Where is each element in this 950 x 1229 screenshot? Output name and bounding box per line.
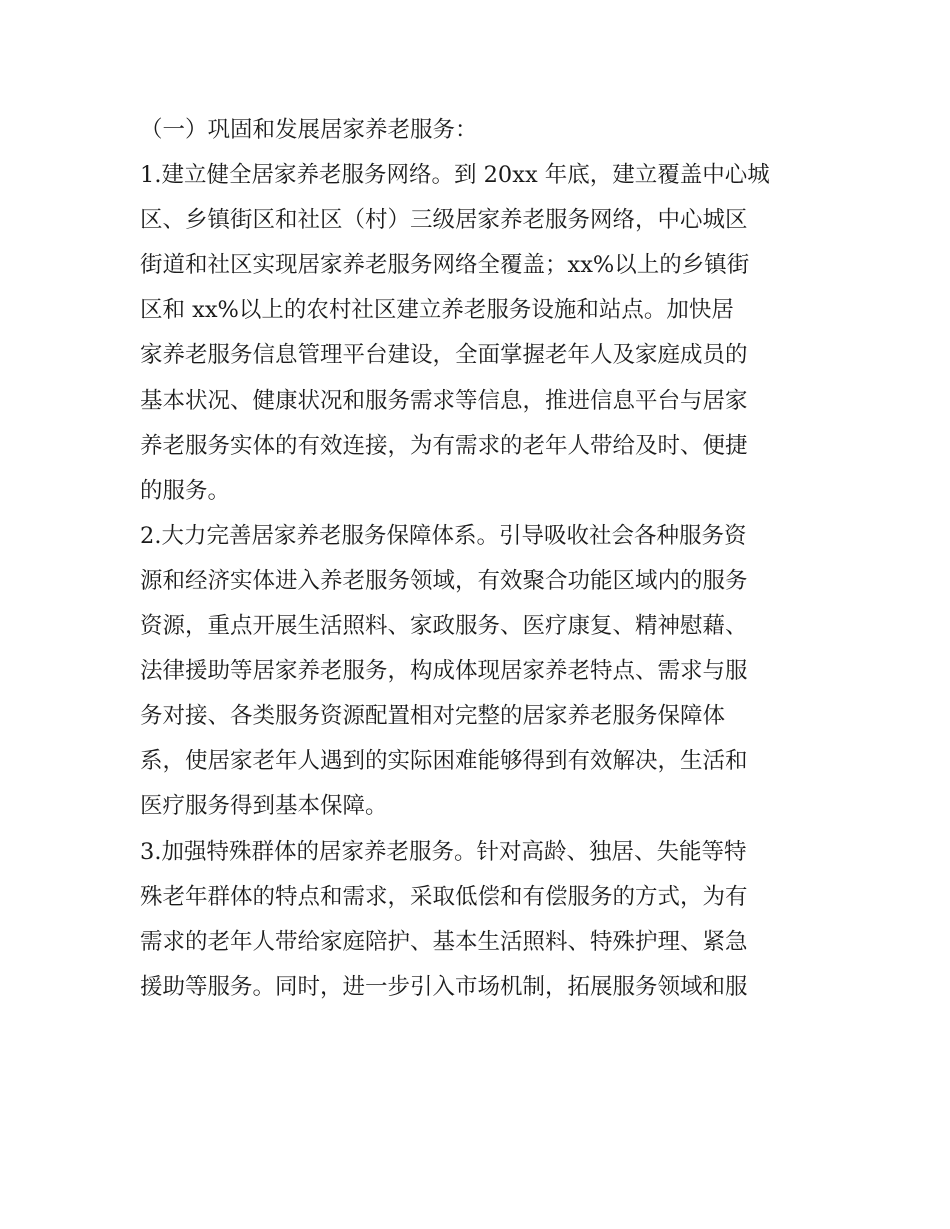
paragraph-1 [140,153,815,514]
paragraph-line: 2.大力完善居家养老服务保障体系。引导吸收社会各种服务资 [140,522,747,549]
paragraph-line: 援助等服务。同时，进一步引入市场机制，拓展服务领域和服 [140,973,748,1000]
paragraph-line: 区、乡镇街区和社区（村）三级居家养老服务网络，中心城区 [140,207,748,234]
paragraph-line: 3.加强特殊群体的居家养老服务。针对高龄、独居、失能等特 [140,838,747,865]
paragraph-line: 家养老服务信息管理平台建设，全面掌握老年人及家庭成员的 [140,342,748,369]
paragraph-line: 务对接、各类服务资源配置相对完整的居家养老服务保障体 [140,703,726,730]
paragraph-2 [140,514,815,830]
paragraph-line: 需求的老年人带给家庭陪护、基本生活照料、特殊护理、紧急 [140,928,748,955]
paragraph-line: 法律援助等居家养老服务，构成体现居家养老特点、需求与服 [140,658,748,685]
paragraph-3 [140,830,815,1010]
paragraph-line: 基本状况、健康状况和服务需求等信息，推进信息平台与居家 [140,387,748,414]
paragraph-line: 街道和社区实现居家养老服务网络全覆盖；xx%以上的乡镇街 [140,252,750,279]
section-heading: （一）巩固和发展居家养老服务： [140,117,478,143]
paragraph-line: 资源，重点开展生活照料、家政服务、医疗康复、精神慰藉、 [140,613,748,640]
paragraph-line: 1.建立健全居家养老服务网络。到 20xx 年底，建立覆盖中心城 [140,162,770,189]
paragraph-line: 殊老年群体的特点和需求，采取低偿和有偿服务的方式，为有 [140,883,748,910]
paragraph-line: 系，使居家老年人遇到的实际困难能够得到有效解决，生活和 [140,748,748,775]
paragraph-line: 医疗服务得到基本保障。 [140,793,388,820]
paragraph-line: 养老服务实体的有效连接，为有需求的老年人带给及时、便捷 [140,432,748,459]
paragraph-line: 的服务。 [140,477,231,504]
paragraph-line: 源和经济实体进入养老服务领域，有效聚合功能区域内的服务 [140,567,748,594]
paragraph-line: 区和 xx%以上的农村社区建立养老服务设施和站点。加快居 [140,297,734,324]
document-page [140,108,815,1010]
